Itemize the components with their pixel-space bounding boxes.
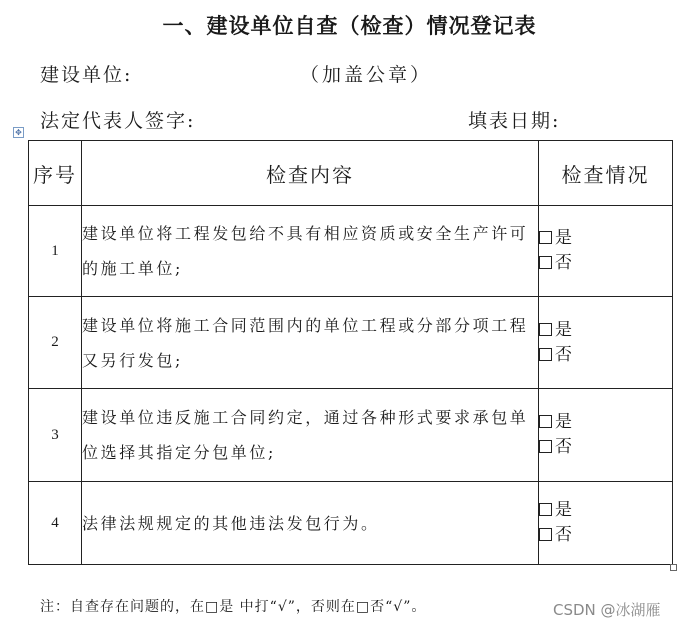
no-label: 否 <box>555 437 572 457</box>
table-row <box>29 297 673 389</box>
row-number: 1 <box>29 206 82 297</box>
form-title: 一、建设单位自查（检查）情况登记表 <box>162 14 537 38</box>
row-content: 建设单位将施工合同范围内的单位工程或分部分项工程又另行发包; <box>82 297 539 389</box>
no-label: 否 <box>555 344 572 365</box>
footnote: 注：自查存在问题的，在□是 中打“√”，否则在□否“√”。 <box>40 599 427 615</box>
status-options <box>539 482 673 565</box>
checkbox-icon[interactable] <box>539 348 552 361</box>
yes-option[interactable] <box>539 226 672 251</box>
row-content: 建设单位将工程发包给不具有相应资质或安全生产许可的施工单位; <box>82 206 539 297</box>
no-label: 否 <box>555 253 572 273</box>
checkbox-icon[interactable] <box>539 528 552 541</box>
yes-label: 是 <box>555 500 572 520</box>
no-option[interactable] <box>539 435 672 460</box>
status-options <box>539 297 673 389</box>
table-row <box>29 206 673 297</box>
row-content: 法律法规规定的其他违法发包行为。 <box>82 482 539 565</box>
checkbox-icon[interactable] <box>539 415 552 428</box>
representative-signature-label: 法定代表人签字: <box>40 110 196 132</box>
table-header-row <box>29 141 673 206</box>
table-row <box>29 389 673 482</box>
checkbox-icon[interactable] <box>539 256 552 269</box>
yes-label: 是 <box>555 228 572 248</box>
no-option[interactable] <box>539 251 672 276</box>
table-row <box>29 482 673 565</box>
table-move-icon[interactable]: ✥ <box>13 127 24 138</box>
seal-note: （加盖公章） <box>300 64 433 86</box>
yes-option[interactable] <box>539 410 672 435</box>
yes-label: 是 <box>555 319 572 340</box>
row-number: 3 <box>29 389 82 482</box>
yes-option[interactable] <box>539 318 672 343</box>
status-options <box>539 389 673 482</box>
checkbox-icon[interactable] <box>539 503 552 516</box>
watermark: CSDN @冰湖雁 <box>553 601 661 619</box>
fill-date-label: 填表日期: <box>468 110 561 132</box>
checkbox-icon[interactable] <box>539 231 552 244</box>
row-number: 2 <box>29 297 82 389</box>
inspection-table <box>28 140 673 565</box>
no-label: 否 <box>555 525 572 545</box>
checkbox-icon[interactable] <box>539 440 552 453</box>
row-content: 建设单位违反施工合同约定，通过各种形式要求承包单位选择其指定分包单位; <box>82 389 539 482</box>
row-number: 4 <box>29 482 82 565</box>
column-header-number: 序号 <box>29 141 82 206</box>
unit-label: 建设单位: <box>40 64 133 86</box>
yes-label: 是 <box>555 412 572 432</box>
resize-handle-icon[interactable] <box>670 564 677 571</box>
status-options <box>539 206 673 297</box>
no-option[interactable] <box>539 523 672 548</box>
checkbox-icon[interactable] <box>539 323 552 336</box>
yes-option[interactable] <box>539 498 672 523</box>
no-option[interactable] <box>539 343 672 368</box>
column-header-content: 检查内容 <box>82 141 539 206</box>
column-header-status: 检查情况 <box>539 141 673 206</box>
